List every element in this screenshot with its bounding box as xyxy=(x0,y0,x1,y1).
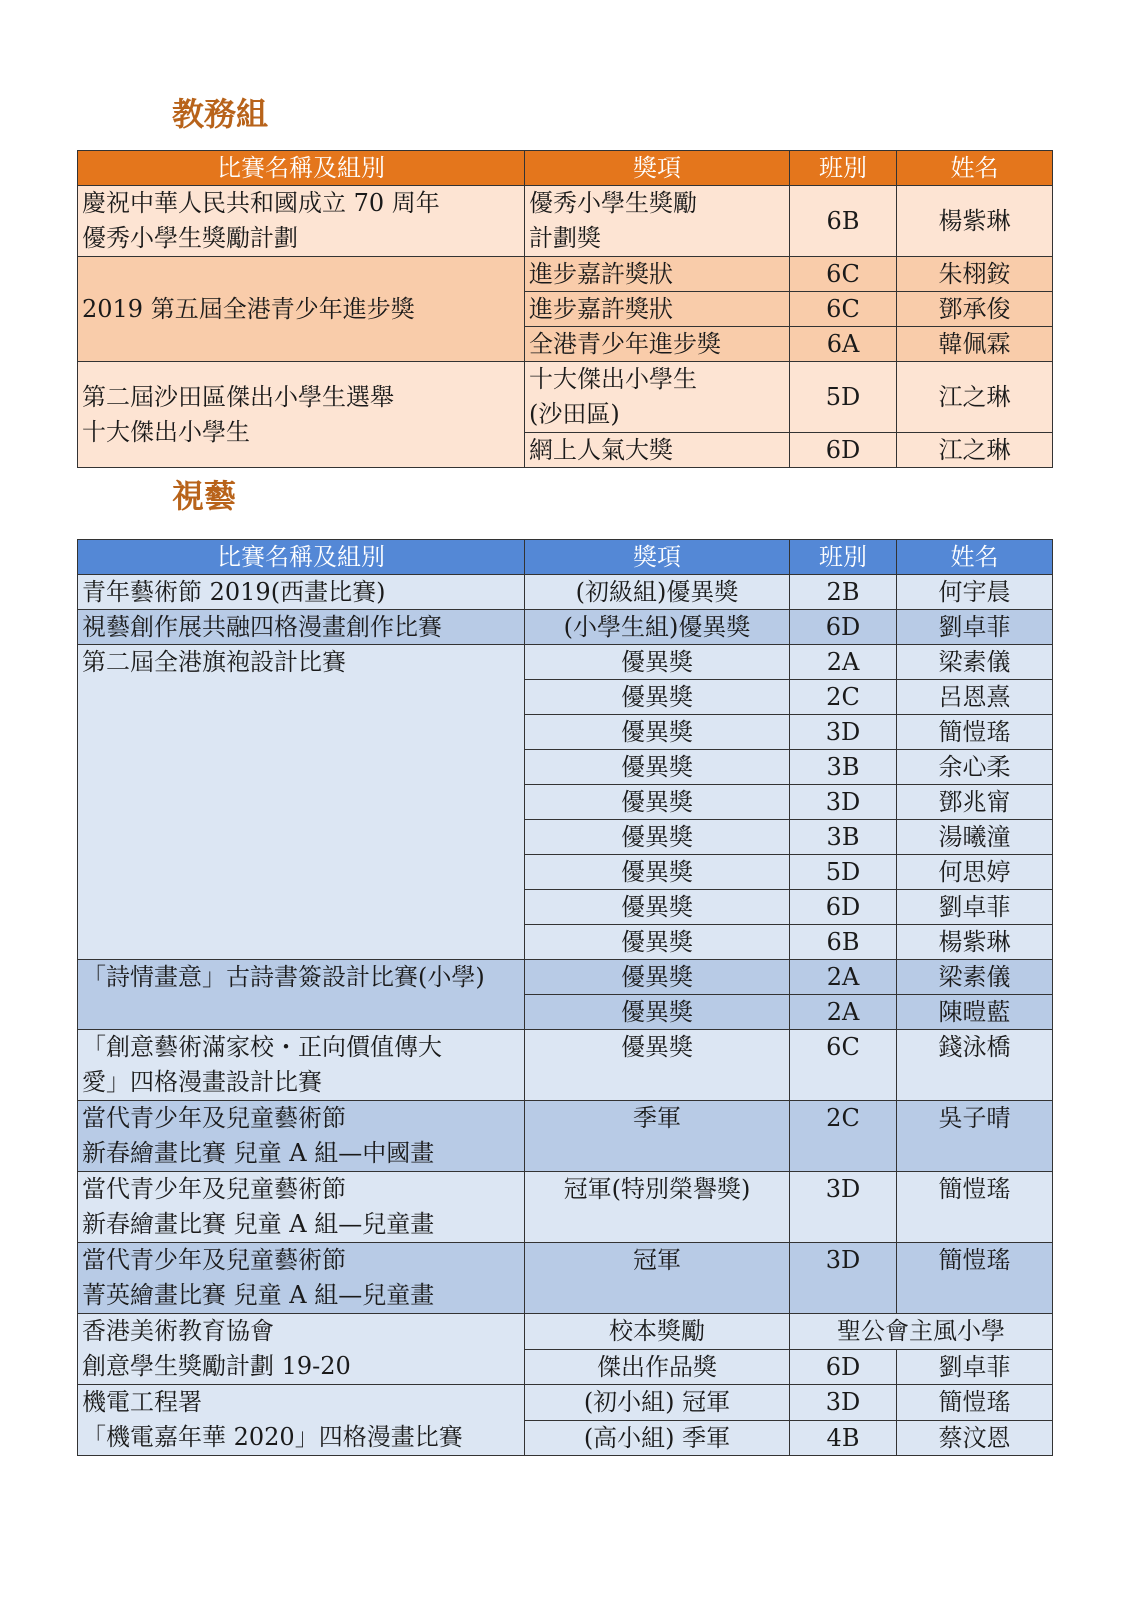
award-cell: 優異獎 xyxy=(525,1030,790,1101)
section-title-visual-arts: 視藝 xyxy=(172,477,237,515)
award-cell: (小學生組)優異獎 xyxy=(525,610,790,645)
header-name: 姓名 xyxy=(897,540,1053,575)
class-cell: 3B xyxy=(790,750,897,785)
name-cell: 陳暟藍 xyxy=(897,995,1053,1030)
class-cell: 6D xyxy=(790,890,897,925)
name-cell: 韓佩霖 xyxy=(897,327,1053,362)
table-row xyxy=(78,362,1053,433)
class-cell: 3D xyxy=(790,1385,897,1421)
header-class: 班別 xyxy=(790,540,897,575)
name-cell: 楊紫琳 xyxy=(897,186,1053,257)
award-cell: 優異獎 xyxy=(525,680,790,715)
award-cell: 優異獎 xyxy=(525,995,790,1030)
table-row xyxy=(78,1314,1053,1350)
class-cell: 6B xyxy=(790,925,897,960)
class-cell: 6C xyxy=(790,292,897,327)
class-cell: 3D xyxy=(790,1243,897,1314)
table-row xyxy=(78,575,1053,610)
name-cell: 何宇晨 xyxy=(897,575,1053,610)
class-cell: 2A xyxy=(790,960,897,995)
name-cell: 湯曦潼 xyxy=(897,820,1053,855)
award-cell: (高小組) 季軍 xyxy=(525,1420,790,1456)
name-cell: 劉卓菲 xyxy=(897,610,1053,645)
header-award: 獎項 xyxy=(525,540,790,575)
header-competition: 比賽名稱及組別 xyxy=(78,540,525,575)
award-cell: 十大傑出小學生 (沙田區) xyxy=(525,362,790,433)
competition-cell: 慶祝中華人民共和國成立 70 周年 優秀小學生獎勵計劃 xyxy=(78,186,525,257)
name-cell: 余心柔 xyxy=(897,750,1053,785)
class-cell: 2A xyxy=(790,645,897,680)
header-award: 獎項 xyxy=(525,151,790,186)
class-cell: 6B xyxy=(790,186,897,257)
award-cell: 季軍 xyxy=(525,1101,790,1172)
section-title-academic: 教務組 xyxy=(172,95,269,133)
class-cell: 6C xyxy=(790,257,897,292)
award-cell: 優異獎 xyxy=(525,715,790,750)
award-cell: 傑出作品獎 xyxy=(525,1349,790,1385)
name-cell: 梁素儀 xyxy=(897,960,1053,995)
name-cell: 吳子晴 xyxy=(897,1101,1053,1172)
competition-cell: 當代青少年及兒童藝術節 新春繪畫比賽 兒童 A 組—中國畫 xyxy=(78,1101,525,1172)
name-cell: 鄧兆甯 xyxy=(897,785,1053,820)
competition-cell: 機電工程署 「機電嘉年華 2020」四格漫畫比賽 xyxy=(78,1385,525,1456)
award-cell: 優異獎 xyxy=(525,785,790,820)
visual-arts-awards-table xyxy=(77,539,1053,1456)
name-cell: 簡愷瑤 xyxy=(897,715,1053,750)
name-cell: 錢泳橋 xyxy=(897,1030,1053,1101)
award-cell: 冠軍 xyxy=(525,1243,790,1314)
competition-cell: 當代青少年及兒童藝術節 新春繪畫比賽 兒童 A 組—兒童畫 xyxy=(78,1172,525,1243)
academic-awards-table xyxy=(77,150,1053,468)
header-class: 班別 xyxy=(790,151,897,186)
award-cell: (初小組) 冠軍 xyxy=(525,1385,790,1421)
table-header xyxy=(78,540,1053,575)
class-cell: 5D xyxy=(790,362,897,433)
class-cell: 3D xyxy=(790,785,897,820)
table-header xyxy=(78,151,1053,186)
table-row xyxy=(78,960,1053,995)
competition-cell: 「詩情畫意」古詩書簽設計比賽(小學) xyxy=(78,960,525,1030)
award-cell: 優異獎 xyxy=(525,820,790,855)
class-cell: 2A xyxy=(790,995,897,1030)
class-cell: 3B xyxy=(790,820,897,855)
name-cell: 江之琳 xyxy=(897,362,1053,433)
award-cell: 優異獎 xyxy=(525,960,790,995)
name-cell: 呂恩熹 xyxy=(897,680,1053,715)
award-cell: 進步嘉許獎狀 xyxy=(525,257,790,292)
award-cell: 全港青少年進步獎 xyxy=(525,327,790,362)
class-cell: 6A xyxy=(790,327,897,362)
competition-cell: 第二屆沙田區傑出小學生選舉 十大傑出小學生 xyxy=(78,362,525,468)
award-cell: 優異獎 xyxy=(525,890,790,925)
class-cell: 3D xyxy=(790,1172,897,1243)
competition-cell: 第二屆全港旗袍設計比賽 xyxy=(78,645,525,960)
name-cell: 簡愷瑤 xyxy=(897,1385,1053,1421)
class-cell: 4B xyxy=(790,1420,897,1456)
name-cell: 劉卓菲 xyxy=(897,1349,1053,1385)
award-cell: 優異獎 xyxy=(525,855,790,890)
table-row xyxy=(78,186,1053,257)
class-cell: 2C xyxy=(790,1101,897,1172)
award-cell: 優異獎 xyxy=(525,925,790,960)
name-cell: 劉卓菲 xyxy=(897,890,1053,925)
competition-cell: 青年藝術節 2019(西畫比賽) xyxy=(78,575,525,610)
table-row xyxy=(78,1101,1053,1172)
name-cell: 楊紫琳 xyxy=(897,925,1053,960)
name-cell: 朱栩銨 xyxy=(897,257,1053,292)
award-cell: 優異獎 xyxy=(525,645,790,680)
table-row xyxy=(78,1243,1053,1314)
header-competition: 比賽名稱及組別 xyxy=(78,151,525,186)
name-cell: 何思婷 xyxy=(897,855,1053,890)
name-cell: 蔡汶恩 xyxy=(897,1420,1053,1456)
class-cell: 6D xyxy=(790,610,897,645)
school-cell: 聖公會主風小學 xyxy=(790,1314,1053,1350)
class-cell: 5D xyxy=(790,855,897,890)
competition-cell: 視藝創作展共融四格漫畫創作比賽 xyxy=(78,610,525,645)
table-row xyxy=(78,257,1053,292)
class-cell: 6D xyxy=(790,433,897,468)
award-cell: 優秀小學生獎勵 計劃獎 xyxy=(525,186,790,257)
table-row xyxy=(78,1172,1053,1243)
award-cell: 校本獎勵 xyxy=(525,1314,790,1350)
table-row xyxy=(78,1385,1053,1421)
name-cell: 梁素儀 xyxy=(897,645,1053,680)
class-cell: 3D xyxy=(790,715,897,750)
table-row xyxy=(78,645,1053,680)
class-cell: 2C xyxy=(790,680,897,715)
class-cell: 2B xyxy=(790,575,897,610)
competition-cell: 2019 第五屆全港青少年進步獎 xyxy=(78,257,525,362)
name-cell: 鄧承俊 xyxy=(897,292,1053,327)
award-cell: 進步嘉許獎狀 xyxy=(525,292,790,327)
award-cell: (初級組)優異獎 xyxy=(525,575,790,610)
award-cell: 網上人氣大獎 xyxy=(525,433,790,468)
table-row xyxy=(78,1030,1053,1101)
class-cell: 6D xyxy=(790,1349,897,1385)
class-cell: 6C xyxy=(790,1030,897,1101)
name-cell: 簡愷瑤 xyxy=(897,1243,1053,1314)
award-cell: 冠軍(特別榮譽獎) xyxy=(525,1172,790,1243)
competition-cell: 當代青少年及兒童藝術節 菁英繪畫比賽 兒童 A 組—兒童畫 xyxy=(78,1243,525,1314)
competition-cell: 「創意藝術滿家校・正向價值傳大 愛」四格漫畫設計比賽 xyxy=(78,1030,525,1101)
name-cell: 江之琳 xyxy=(897,433,1053,468)
competition-cell: 香港美術教育協會 創意學生獎勵計劃 19-20 xyxy=(78,1314,525,1385)
award-cell: 優異獎 xyxy=(525,750,790,785)
name-cell: 簡愷瑤 xyxy=(897,1172,1053,1243)
header-name: 姓名 xyxy=(897,151,1053,186)
table-row xyxy=(78,610,1053,645)
